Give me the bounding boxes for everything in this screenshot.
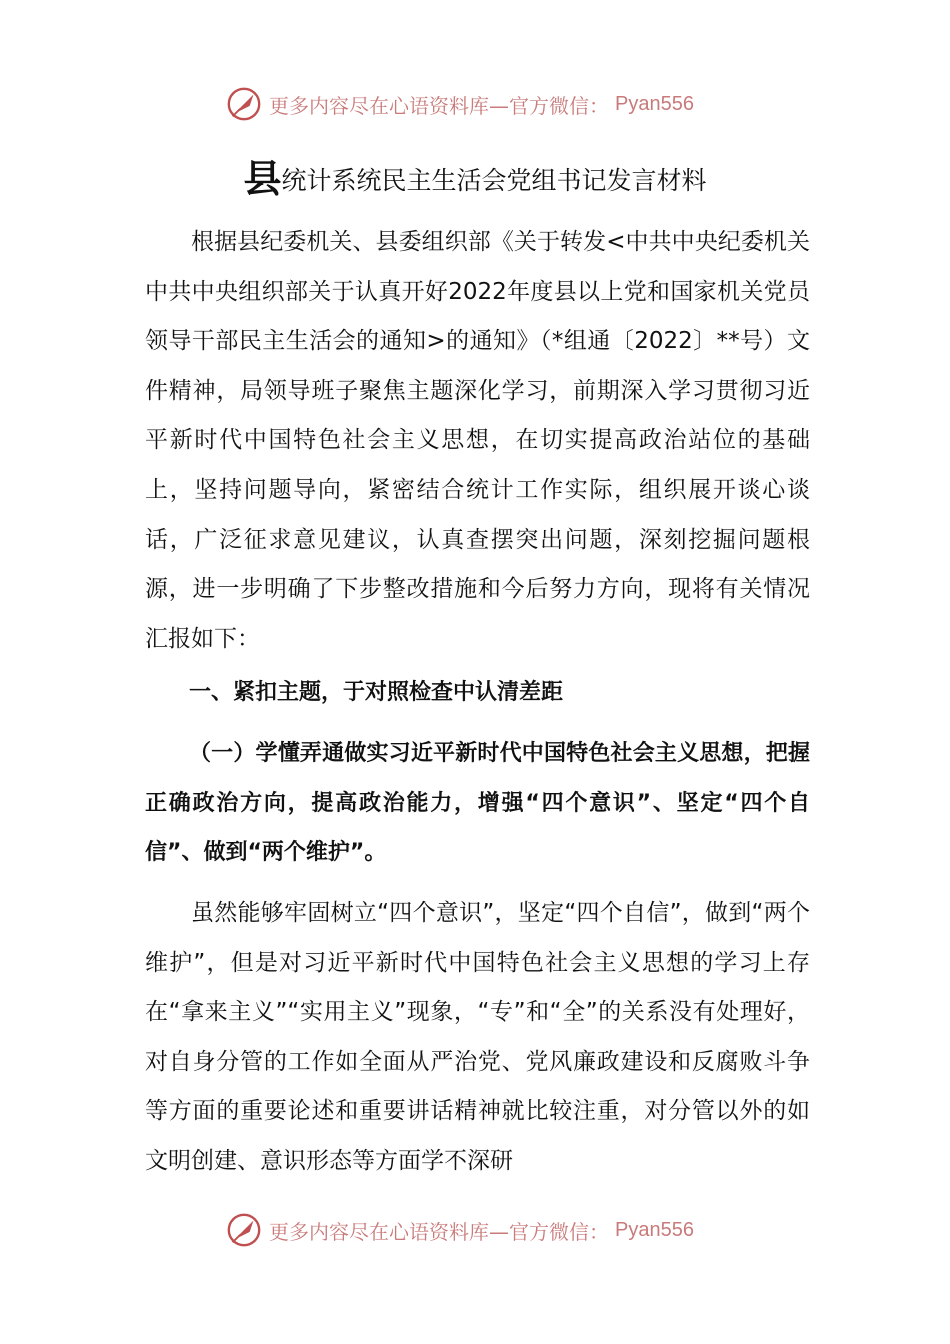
title-rest: 统计系统民主生活会党组书记发言材料 — [281, 166, 707, 195]
watermark-footer — [225, 1210, 694, 1250]
quill-logo-icon — [225, 1211, 263, 1249]
quill-logo-icon — [225, 85, 263, 123]
watermark-code: Pyan556 — [615, 92, 694, 115]
watermark-text: 更多内容尽在心语资料库—官方微信： — [269, 1219, 609, 1244]
watermark-code: Pyan556 — [615, 1218, 694, 1241]
document-title — [0, 148, 950, 203]
watermark-header — [225, 84, 694, 124]
title-first-char: 县 — [243, 156, 282, 201]
body-paragraph-1: 根据县纪委机关、县委组织部《关于转发<中共中央纪委机关 中共中央组织部关于认真开好2022年度县以上党和国家机关党员领导干部民主生活会的通知>的通知》（*组通〔2022〕**号）文件精神，局领导班子聚焦主题深化学习，前期深入学习贯彻习近平新时代中国特色社会主义思想，在切实提高政治站位的基础上，坚持问题导向，紧密结合统计工作实际，组织展开谈心谈话，广泛征求意见建议，认真查摆突出问题，深刻挖掘问题根源，进一步明确了下步整改措施和今后努力方向，现将有关情况汇报如下： — [145, 229, 810, 652]
subsection-heading-1: （一）学懂弄通做实习近平新时代中国特色社会主义思想，把握正确政治方向，提高政治能力，增强“四个意识”、坚定“四个自信”、做到“两个维护”。 — [145, 741, 810, 866]
watermark-text: 更多内容尽在心语资料库—官方微信： — [269, 93, 609, 118]
body-paragraph-2: 虽然能够牢固树立“四个意识”，坚定“四个自信”，做到“两个维护”，但是对习近平新时代中国特色社会主义思想的学习上存在“拿来主义”“实用主义”现象，“专”和“全”的关系没有处理好，对自身分管的工作如全面从严治党、党风廉政建设和反腐败斗争等方面的重要论述和重要讲话精神就比较注重，对分管以外的如文明创建、意识形态等方面学不深研 — [145, 900, 810, 1174]
section-heading-1: 一、紧扣主题，于对照检查中认清差距 — [189, 680, 564, 705]
